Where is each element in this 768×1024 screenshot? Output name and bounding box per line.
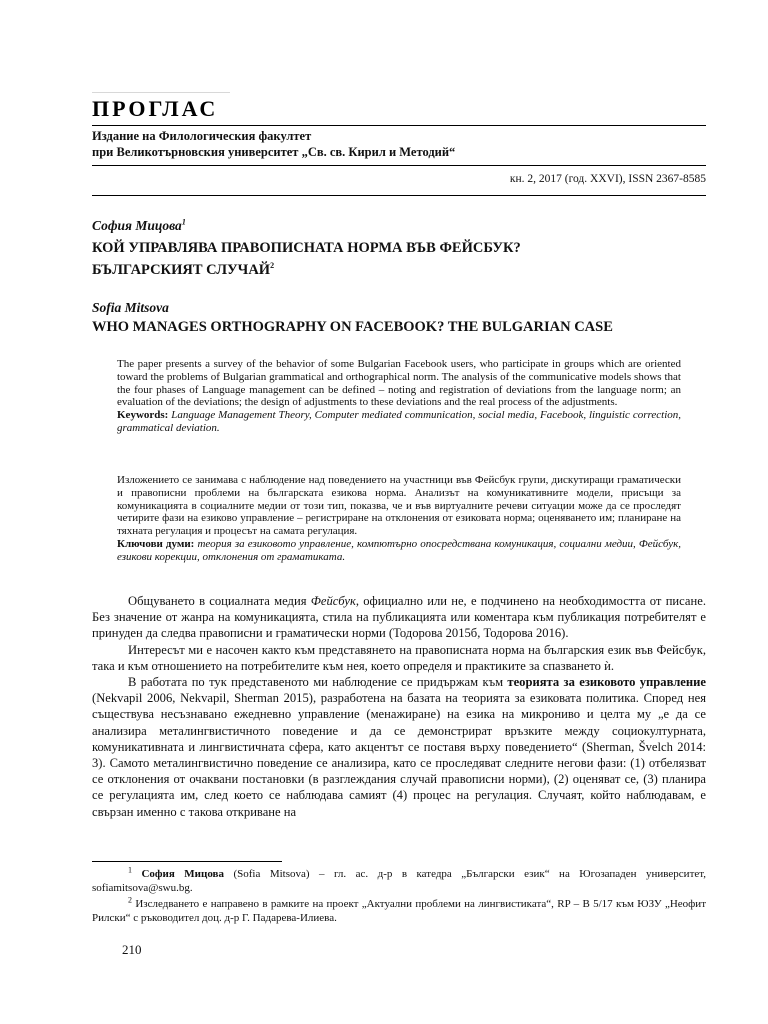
title-bg-line-2: [92, 259, 712, 281]
keywords-label-en: Keywords:: [117, 409, 169, 422]
abstract-en-text: The paper presents a survey of the behavior of some Bulgarian Facebook users, who participate in groups which are oriented toward the problems of Bulgarian grammatical and orthographical norm. The analysis of the communicative models shows that the four phases of Language management can be defined – noting and registration of deviations from the language norm; an evaluation of the deviations; the design of adjustments to these deviations and the real process of the adjustments.: [117, 358, 681, 409]
header-rule-bottom: [92, 195, 706, 196]
title-bg-line-2-text: БЪЛГАРСКИЯТ СЛУЧАЙ: [92, 262, 271, 278]
p3-bold: теорията за езиковото управление: [507, 675, 706, 690]
author-name-en: Sofia Mitsova: [92, 300, 169, 315]
p1-text-b: , официално или не, е подчинено на необходимостта от писане. Без значение от жанра на комуникацията, стила на публикацията или коментара към публикация потребителят е принуден да следва правописни и граматически норми (Тодорова 2015б, Тодорова 2016).: [92, 594, 706, 641]
footnote-ref-1[interactable]: 1: [181, 217, 186, 227]
footnote-1: [92, 867, 706, 895]
keywords-label-bg: Ключови думи:: [117, 537, 195, 550]
header-rule-middle: [92, 165, 706, 166]
header-faint-rule: [92, 92, 230, 93]
article-title-bg: [92, 237, 712, 281]
author-name-bg: [92, 218, 186, 234]
publisher-line-1: Издание на Филологическия факултет: [92, 129, 312, 143]
footnote-1-name: София Мицова: [141, 868, 225, 880]
footnote-2-number: 2: [128, 895, 132, 905]
p3-text-a: В работата по тук представеното ми наблюдение се придържам към: [128, 675, 508, 690]
p1-italic: Фейсбук: [310, 594, 356, 608]
p1-text-a: Общуването в социалната медия: [128, 594, 311, 608]
publisher-info: [92, 128, 455, 160]
footnote-separator: [92, 861, 282, 862]
keywords-bg: теория за езиковото управление, компютърно опосредствана комуникация, социални медии, Фейсбук, езикови корекции, отклонения от граматиката.: [117, 537, 682, 563]
issue-info: кн. 2, 2017 (год. XXVI), ISSN 2367-8585: [509, 173, 706, 185]
header-rule-top: [92, 125, 706, 126]
page-number: 210: [122, 942, 142, 957]
abstract-bg: [117, 474, 681, 564]
footnote-1-text: (Sofia Mitsova) – гл. ас. д-р в катедра „Български език“ на Югозападен университет, sofiamitsova@swu.bg.: [92, 868, 706, 894]
body-text: [92, 593, 706, 820]
footnote-2: [92, 897, 706, 925]
title-bg-line-1: КОЙ УПРАВЛЯВА ПРАВОПИСНАТА НОРМА ВЪВ ФЕЙСБУК?: [92, 240, 521, 256]
keywords-en: Language Management Theory, Computer mediated communication, social media, Facebook, linguistic correction, grammatical deviation.: [117, 409, 681, 434]
abstract-en: [117, 358, 681, 435]
author-bg-text: София Мицова: [92, 218, 182, 233]
paragraph-3: [92, 674, 706, 820]
footnote-2-text: Изследването е направено в рамките на проект „Актуални проблеми на лингвистиката“, RP – В 5/17 към ЮЗУ „Неофит Рилски“ с ръководител доц. д-р Г. Падарева-Илиева.: [92, 898, 706, 924]
footnote-1-number: 1: [128, 865, 132, 875]
publisher-line-2: при Великотърновския университет „Св. св. Кирил и Методий“: [92, 145, 456, 159]
article-title-en: WHO MANAGES ORTHOGRAPHY ON FACEBOOK? THE BULGARIAN CASE: [92, 319, 613, 335]
journal-logo: ПРОГЛАС: [92, 96, 219, 121]
footnotes: [92, 867, 706, 927]
p3-text-c: (Nekvapil 2006, Nekvapil, Sherman 2015), разработена на базата на теорията за езиковата политика. Според нея съществува несъзнавано ежедневно управление (менажиране) на езика на микрониво и целта му „е да се анализира металингвистичното поведение и да се демонстрират връзките между социокултурната, комуникативната и лингвистичната сфера, като акцентът се поставя върху поведението“ (Sherman, Švelch 2014: 3). Самото металингвистично поведение се анализира, като се проследяват следните негови фази: (1) отбелязват се отклонения от очаквани постановки (в разглеждания случай правописни норми), (2) оценяват се, (3) планира се регулацията им, след което се наблюдава самият (4) процес на регулация. Случаят, който наблюдавам, е свързан именно с такова откриване на: [92, 691, 706, 819]
footnote-ref-2[interactable]: 2: [270, 261, 275, 271]
paragraph-1: [92, 593, 706, 642]
paragraph-2: Интересът ми е насочен както към представянето на правописната норма на българския език във Фейсбук, така и към отношението на потребителите към нея, което определя и практиките за спазването ѝ.: [92, 642, 706, 673]
abstract-bg-text: Изложението се занимава с наблюдение над поведението на участници във Фейсбук групи, дискутиращи граматически и правописни проблеми на българската езикова норма. Анализът на комуникативните модели, присъщи за комуникацията в социалните медии от този тип, показва, че и във виртуалните речеви ситуации може да се проследят четирите фази на езиково управление – регистриране на отклонения от езиковата норма; оценяването им; планиране на тяхната регулация и процесът на самата регулация.: [117, 474, 681, 538]
